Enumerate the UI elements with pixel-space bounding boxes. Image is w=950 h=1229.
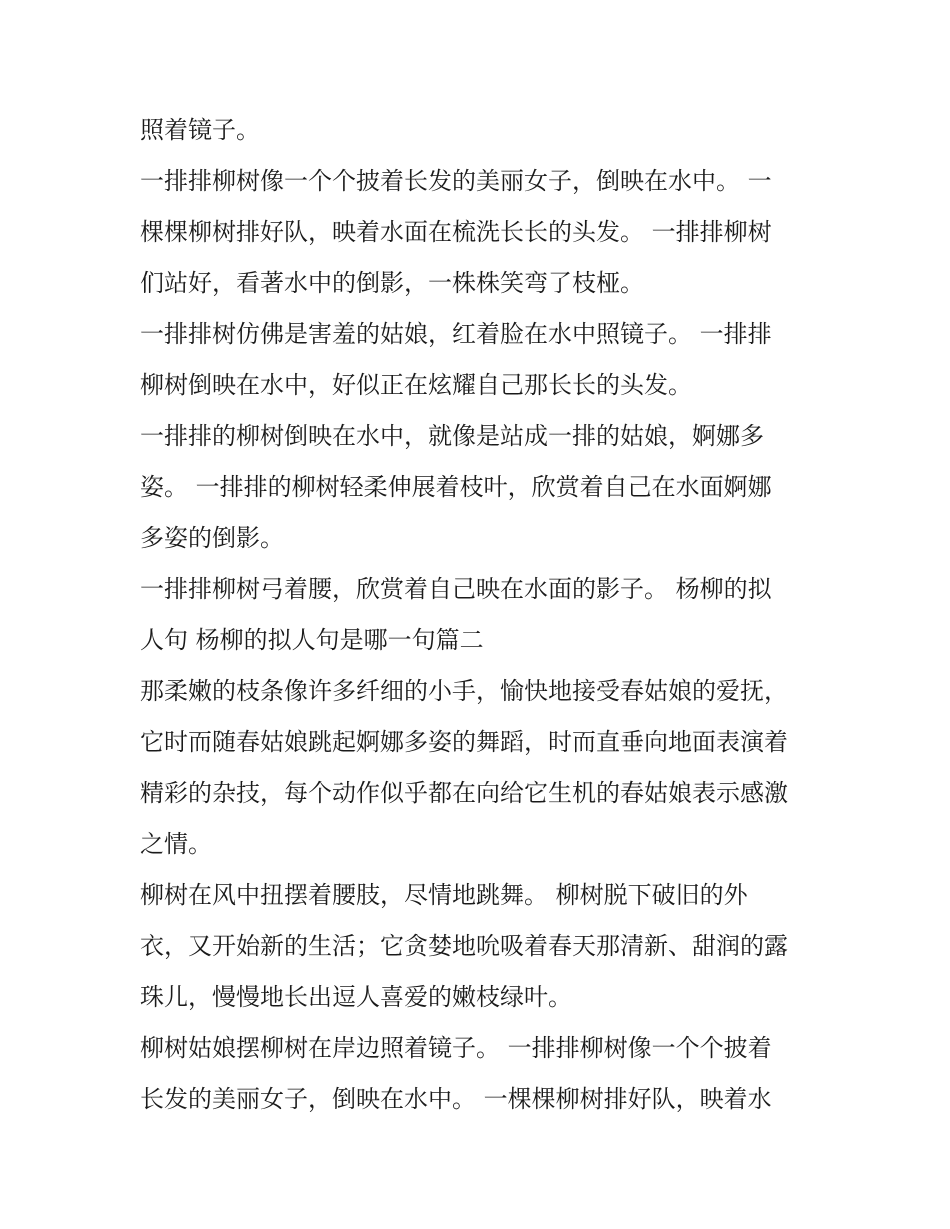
text-line: 一排排柳树弓着腰，欣赏着自己映在水面的影子。 杨柳的拟 [140, 575, 772, 603]
text-line: 珠儿，慢慢地长出逗人喜爱的嫩枝绿叶。 [140, 983, 572, 1011]
text-line: 柳树倒映在水中，好似正在炫耀自己那长长的头发。 [140, 371, 692, 399]
text-line: 一排排树仿佛是害羞的姑娘，红着脸在水中照镜子。 一排排 [140, 320, 772, 348]
text-line: 它时而随春姑娘跳起婀娜多姿的舞蹈，时而直垂向地面表演着 [140, 728, 788, 756]
text-line: 照着镜子。 [140, 116, 260, 144]
text-line: 一排排的柳树倒映在水中，就像是站成一排的姑娘，婀娜多 [140, 422, 764, 450]
text-line: 那柔嫩的枝条像许多纤细的小手，愉快地接受春姑娘的爱抚， [140, 677, 788, 705]
text-line: 一排排柳树像一个个披着长发的美丽女子，倒映在水中。 一 [140, 167, 772, 195]
text-line: 们站好，看著水中的倒影，一株株笑弯了枝桠。 [140, 269, 644, 297]
text-line: 姿。 一排排的柳树轻柔伸展着枝叶，欣赏着自己在水面婀娜 [140, 473, 772, 501]
text-line: 柳树姑娘摆柳树在岸边照着镜子。 一排排柳树像一个个披着 [140, 1034, 772, 1062]
text-line: 柳树在风中扭摆着腰肢，尽情地跳舞。 柳树脱下破旧的外 [140, 881, 748, 909]
text-line: 精彩的杂技，每个动作似乎都在向给它生机的春姑娘表示感激 [140, 779, 788, 807]
document-body [140, 105, 820, 1125]
text-line: 衣，又开始新的生活；它贪婪地吮吸着春天那清新、甜润的露 [140, 932, 788, 960]
text-line: 之情。 [140, 830, 212, 858]
text-line: 人句 杨柳的拟人句是哪一句篇二 [140, 626, 484, 654]
text-line: 棵棵柳树排好队，映着水面在梳洗长长的头发。 一排排柳树 [140, 218, 772, 246]
text-line: 多姿的倒影。 [140, 524, 284, 552]
text-line: 长发的美丽女子，倒映在水中。 一棵棵柳树排好队，映着水 [140, 1085, 772, 1113]
